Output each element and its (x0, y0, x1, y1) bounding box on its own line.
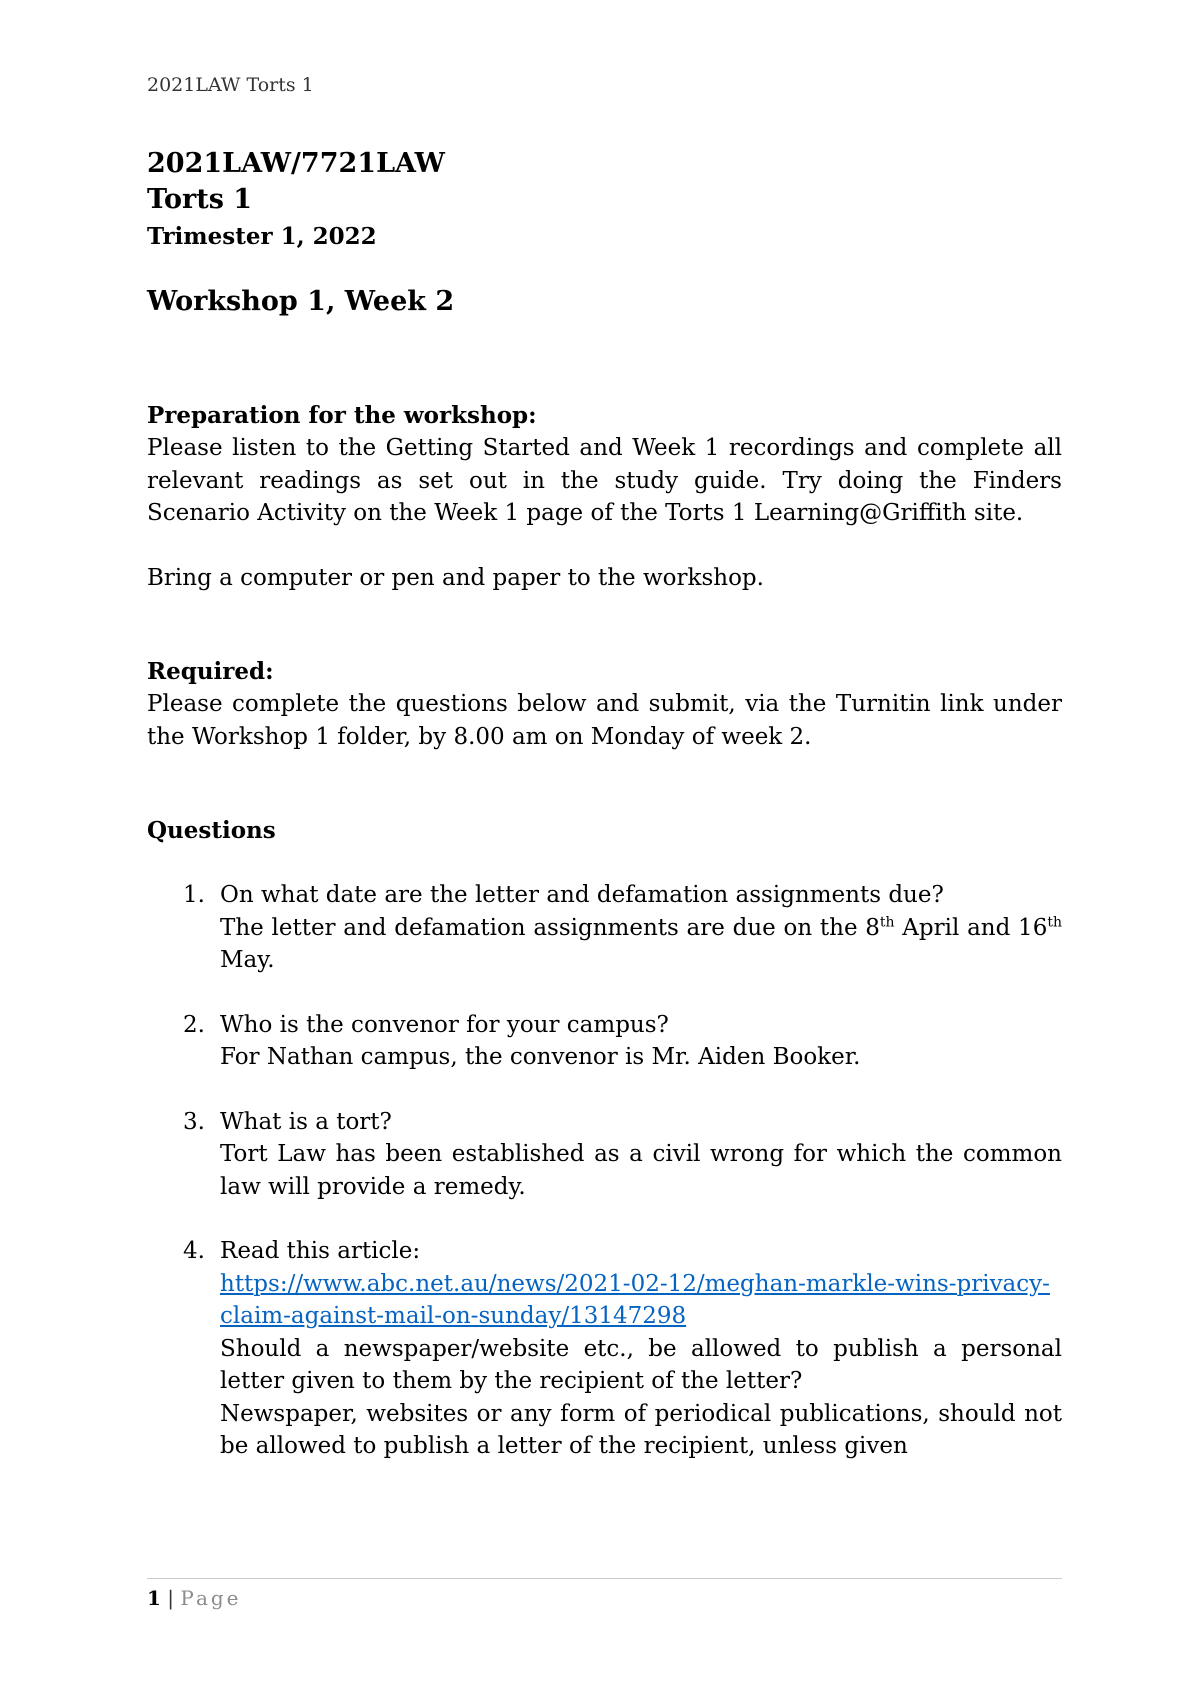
preparation-heading: Preparation for the workshop: (147, 402, 537, 429)
running-header: 2021LAW Torts 1 (147, 74, 314, 96)
questions-heading: Questions (147, 817, 276, 844)
course-title: Torts 1 (147, 184, 253, 215)
answer-text: The letter and defamation assignments are due on the 8th April and 16th May. (220, 913, 1062, 973)
page-label: Page (180, 1586, 242, 1610)
footer-divider (147, 1578, 1062, 1579)
course-code: 2021LAW/7721LAW (147, 148, 445, 179)
answer-text: For Nathan campus, the convenor is Mr. Aiden Booker. (220, 1044, 861, 1070)
footer-separator: | (167, 1586, 175, 1610)
required-heading: Required: (147, 658, 274, 685)
question-number: 1. (183, 882, 205, 908)
question-text: On what date are the letter and defamation assignments due? (220, 882, 944, 908)
page-number: 1 (147, 1586, 161, 1610)
answer-text: Tort Law has been established as a civil wrong for which the common law will provide a remedy. (220, 1141, 1062, 1200)
question-text: Read this article: (220, 1238, 421, 1264)
workshop-title: Workshop 1, Week 2 (147, 286, 455, 317)
answer-text: Newspaper, websites or any form of periodical publications, should not be allowed to publish a letter of the recipient, unless given (220, 1400, 1062, 1459)
required-text: Please complete the questions below and submit, via the Turnitin link under the Workshop 1 folder, by 8.00 am on Monday of week 2. (147, 691, 1062, 750)
preparation-text: Please listen to the Getting Started and Week 1 recordings and complete all relevant readings as set out in the study guide. Try doing the Finders Scenario Activity on the Week 1 page of the Torts 1 Learning@Griffith site. (147, 435, 1062, 526)
trimester: Trimester 1, 2022 (147, 223, 377, 250)
question-number: 2. (183, 1011, 205, 1038)
bring-text: Bring a computer or pen and paper to the workshop. (147, 564, 764, 591)
question-number: 3. (183, 1108, 205, 1135)
question-list (147, 879, 1062, 1463)
question-text: Who is the convenor for your campus? (220, 1011, 669, 1038)
question-number: 4. (183, 1238, 205, 1264)
sub-question-text: Should a newspaper/website etc., be allowed to publish a personal letter given to them by the recipient of the letter? (220, 1335, 1062, 1394)
question-item (147, 879, 1062, 977)
question-item (147, 1009, 1062, 1074)
question-item (147, 1235, 1062, 1463)
article-link[interactable]: https://www.abc.net.au/news/2021-02-12/meghan-markle-wins-privacy-claim-against-mail-on-sunday/13147298 (220, 1270, 1050, 1329)
document-body (147, 146, 1062, 1495)
page-footer (147, 1586, 242, 1610)
question-item (147, 1106, 1062, 1204)
question-text: What is a tort? (220, 1108, 392, 1135)
